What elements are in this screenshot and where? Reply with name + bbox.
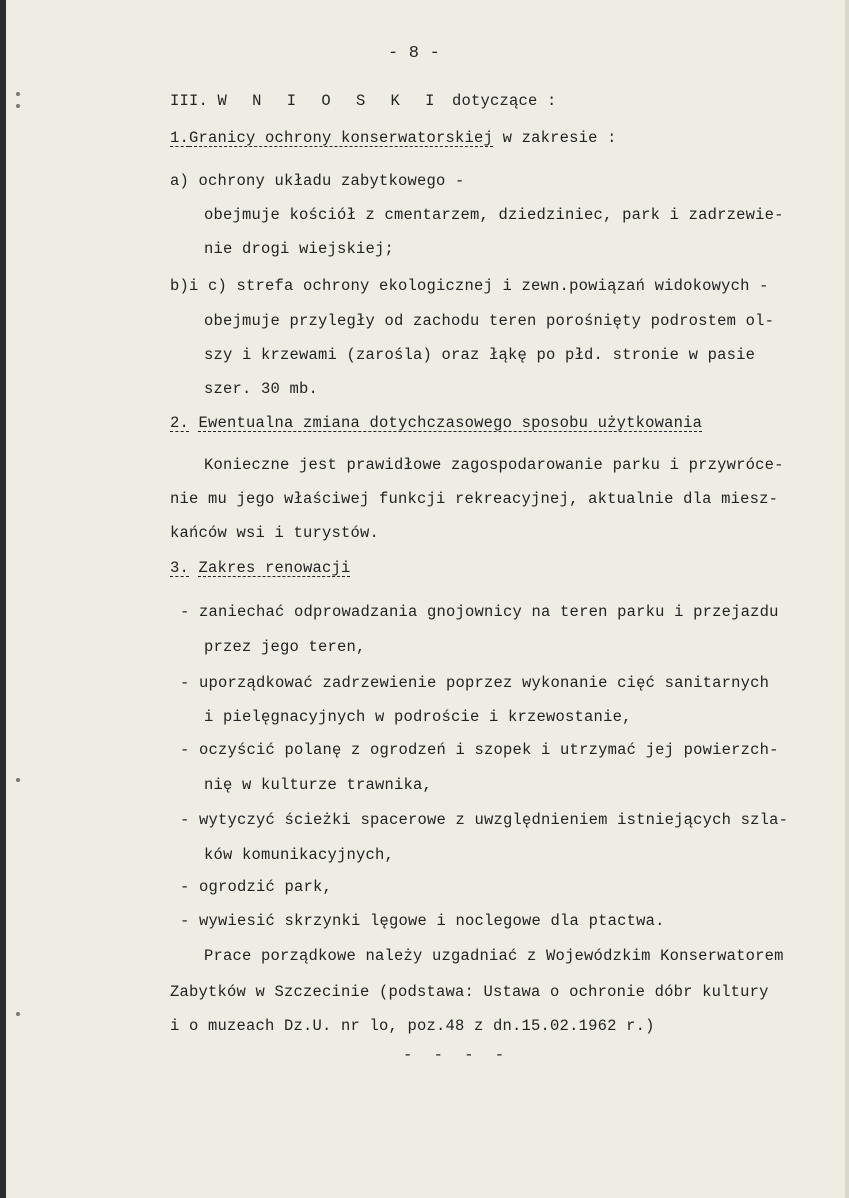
text-line: nie drogi wiejskiej; <box>204 240 395 258</box>
section-2-heading <box>170 414 702 432</box>
text-line: Prace porządkowe należy uzgadniać z Wojewódzkim Konserwatorem <box>204 947 784 965</box>
heading-title: W N I O S K I <box>217 92 443 110</box>
text-line: szy i krzewami (zarośla) oraz łąkę po płd. stronie w pasie <box>204 346 756 364</box>
section-1-suffix: w zakresie : <box>502 129 617 147</box>
text-line: Zabytków w Szczecinie (podstawa: Ustawa o ochronie dóbr kultury <box>170 983 769 1001</box>
end-mark: - - - - <box>403 1046 511 1064</box>
section-1-heading <box>170 129 617 147</box>
list-item: - zaniechać odprowadzania gnojownicy na teren parku i przejazdu <box>180 603 779 621</box>
section-heading <box>170 92 557 110</box>
text-line: b)i c) strefa ochrony ekologicznej i zewn.powiązań widokowych - <box>170 277 769 295</box>
text-line: obejmuje przyległy od zachodu teren porośnięty podrostem ol- <box>204 312 775 330</box>
list-item: - uporządkować zadrzewienie poprzez wykonanie cięć sanitarnych <box>180 674 770 692</box>
text-line: nię w kulturze trawnika, <box>204 776 433 794</box>
text-line: przez jego teren, <box>204 638 366 656</box>
section-2-title: Ewentualna zmiana dotychczasowego sposobu użytkowania <box>198 414 703 432</box>
list-item: - wytyczyć ścieżki spacerowe z uwzględnieniem istniejących szla- <box>180 811 789 829</box>
section-3-number: 3. <box>170 559 190 577</box>
text-line: kańców wsi i turystów. <box>170 524 380 542</box>
text-line: a) ochrony układu zabytkowego - <box>170 172 465 190</box>
section-2-number: 2. <box>170 414 190 432</box>
page-number: - 8 - <box>388 44 441 63</box>
heading-suffix: dotyczące : <box>451 92 557 110</box>
section-3-heading <box>170 559 351 577</box>
text-line: nie mu jego właściwej funkcji rekreacyjnej, aktualnie dla miesz- <box>170 490 779 508</box>
list-item: - ogrodzić park, <box>180 878 333 896</box>
text-line: szer. 30 mb. <box>204 380 319 398</box>
list-item: - oczyścić polanę z ogrodzeń i szopek i utrzymać jej powierzch- <box>180 741 779 759</box>
text-line: Konieczne jest prawidłowe zagospodarowanie parku i przywróce- <box>204 456 784 474</box>
text-line: ków komunikacyjnych, <box>204 846 395 864</box>
section-1-number: 1. <box>170 129 190 147</box>
list-item: - wywiesić skrzynki lęgowe i noclegowe dla ptactwa. <box>180 912 665 930</box>
text-line: i o muzeach Dz.U. nr lo, poz.48 z dn.15.02.1962 r.) <box>170 1017 655 1035</box>
section-3-title: Zakres renowacji <box>198 559 351 577</box>
text-line: obejmuje kościół z cmentarzem, dziedziniec, park i zadrzewie- <box>204 206 784 224</box>
heading-roman: III. <box>170 92 209 110</box>
text-line: i pielęgnacyjnych w podroście i krzewostanie, <box>204 708 632 726</box>
section-1-title: Granicy ochrony konserwatorskiej <box>189 129 494 147</box>
